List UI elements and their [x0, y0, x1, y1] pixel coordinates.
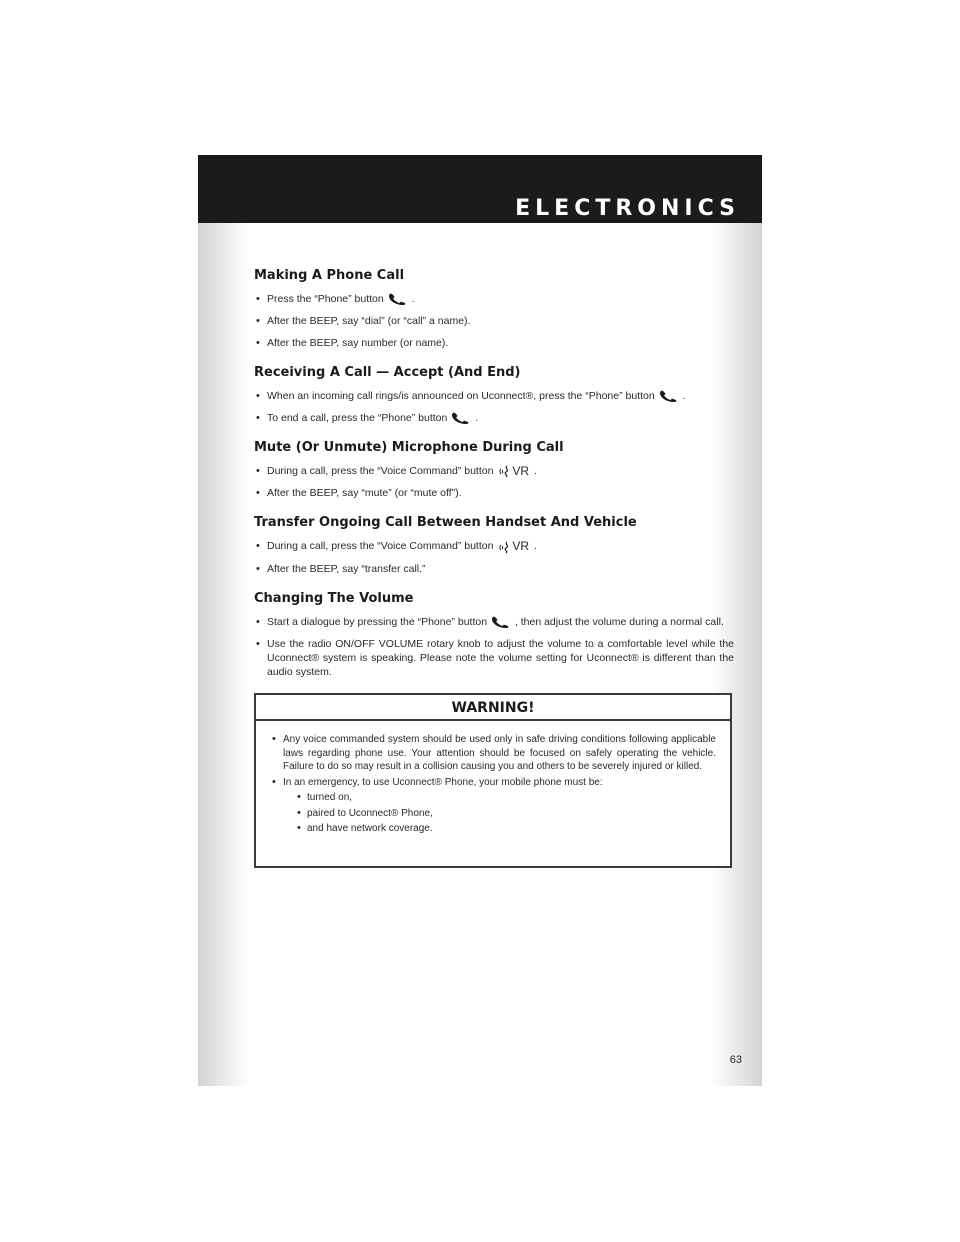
list-item: • During a call, press the “Voice Command” button VR . [254, 464, 734, 478]
section-heading: Making A Phone Call [254, 268, 405, 283]
section-mute-microphone [254, 439, 734, 500]
phone-icon [450, 412, 472, 424]
list-item: • After the BEEP, say “dial” (or “call” a name). [254, 314, 734, 328]
warning-list [270, 733, 716, 836]
list-item: • During a call, press the “Voice Command” button VR . [254, 539, 734, 553]
bullet-list [254, 464, 734, 500]
section-changing-volume [254, 590, 734, 679]
list-item: • Press the “Phone” button . [254, 292, 734, 306]
section-making-a-call [254, 267, 734, 350]
phone-icon [387, 293, 409, 305]
list-item: • Start a dialogue by pressing the “Phone” button , then adjust the volume during a normal call. [254, 615, 734, 629]
bullet-list [254, 615, 734, 679]
bullet-list [254, 292, 734, 350]
voice-command-icon: VR [498, 464, 529, 478]
warning-box [254, 693, 732, 868]
phone-icon [490, 616, 512, 628]
list-item: • To end a call, press the “Phone” button . [254, 411, 734, 425]
voice-command-icon: VR [498, 539, 529, 553]
sub-list [283, 791, 716, 836]
section-title: ELECTRONICS [515, 196, 740, 221]
section-heading: Receiving A Call — Accept (And End) [254, 365, 521, 380]
bullet-list [254, 389, 734, 425]
list-item: • When an incoming call rings/is announced on Uconnect®, press the “Phone” button . [254, 389, 734, 403]
section-heading: Mute (Or Unmute) Microphone During Call [254, 440, 564, 455]
content [254, 267, 734, 679]
page-number: 63 [729, 1054, 742, 1066]
sub-list-item: • turned on, [297, 791, 716, 805]
list-item: • After the BEEP, say number (or name). [254, 336, 734, 350]
section-heading: Transfer Ongoing Call Between Handset And Vehicle [254, 515, 637, 531]
sub-list-item: • and have network coverage. [297, 822, 716, 836]
bullet-list [254, 539, 734, 575]
list-item: • Any voice commanded system should be used only in safe driving conditions following applicable laws regarding phone use. Your attention should be focused on safely operating the vehicle. Failure to do so may result in a collision causing you and others to be severely injured or killed. [270, 733, 716, 774]
warning-title: WARNING! [256, 695, 730, 721]
list-item: • In an emergency, to use Uconnect® Phone, your mobile phone must be: • turned on, • paired to Uconnect® Phone, • and have network coverage. [270, 776, 716, 836]
list-item: • After the BEEP, say “mute” (or “mute off”). [254, 486, 734, 500]
section-receiving-a-call [254, 364, 734, 425]
header-band [198, 155, 762, 223]
list-item: • Use the radio ON/OFF VOLUME rotary knob to adjust the volume to a comfortable level while the Uconnect® system is speaking. Please note the volume setting for Uconnect® is different than the audio system. [254, 637, 734, 679]
manual-page [198, 155, 762, 1086]
section-transfer-call [254, 514, 734, 575]
sub-list-item: • paired to Uconnect® Phone, [297, 807, 716, 821]
list-item: • After the BEEP, say “transfer call.” [254, 562, 734, 576]
phone-icon [658, 390, 680, 402]
section-heading: Changing The Volume [254, 590, 414, 606]
warning-body [256, 721, 730, 836]
